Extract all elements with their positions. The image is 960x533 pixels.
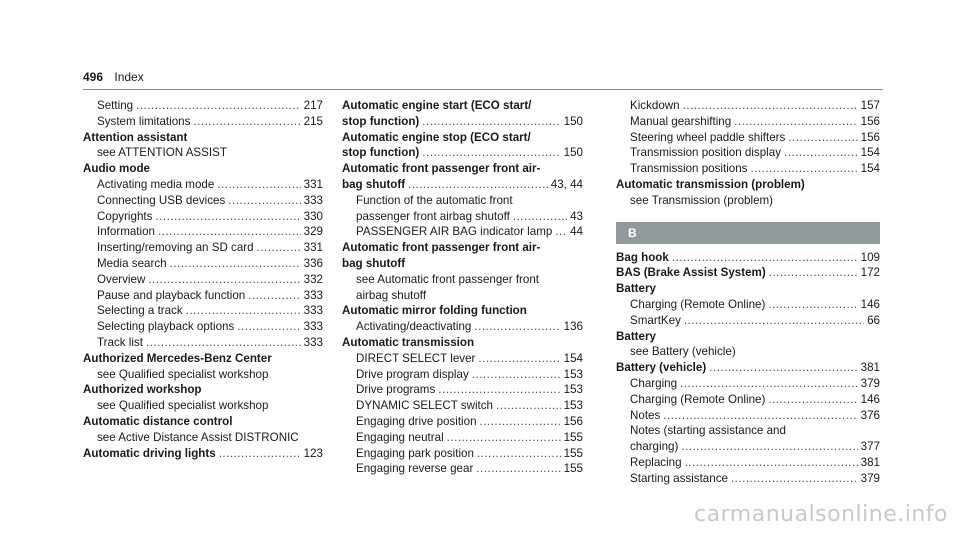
leader-dots [681, 440, 857, 453]
index-subentry [83, 399, 323, 415]
page-reference: 153 [563, 383, 583, 397]
header-rule [83, 89, 883, 90]
page-reference: 155 [563, 430, 583, 444]
entry-text: Information [97, 225, 155, 239]
page-reference: 381 [860, 361, 880, 375]
entry-text: bag shutoff [342, 256, 406, 270]
entry-text: Drive programs [356, 383, 436, 397]
entry-text: Automatic driving lights [83, 446, 216, 460]
leader-dots [684, 314, 864, 327]
entry-text: Engaging drive position [356, 414, 477, 428]
index-entry [616, 330, 880, 346]
index-entry [616, 251, 880, 267]
page-reference: 153 [563, 367, 583, 381]
leader-dots [237, 320, 300, 333]
leader-dots [193, 115, 300, 128]
leader-dots [136, 99, 301, 112]
leader-dots [217, 178, 300, 191]
entry-text: Automatic distance control [83, 414, 233, 428]
index-subentry [342, 320, 583, 336]
index-subentry [342, 431, 583, 447]
page-reference: 336 [303, 256, 323, 270]
page-reference: 146 [860, 392, 880, 406]
index-subentry [83, 368, 323, 384]
entry-text: see Transmission (problem) [630, 193, 774, 207]
index-column-2 [342, 99, 583, 478]
index-subentry [616, 424, 880, 440]
index-subentry [342, 194, 583, 210]
page-header [83, 70, 144, 84]
leader-dots [248, 289, 300, 302]
leader-dots [496, 399, 561, 412]
leader-dots [555, 225, 567, 238]
index-subentry [83, 336, 323, 352]
entry-text: Automatic mirror folding function [342, 304, 527, 318]
entry-text: bag shutoff [342, 177, 406, 191]
page-reference: 376 [860, 408, 880, 422]
index-subentry [616, 99, 880, 115]
page-reference: 333 [303, 288, 323, 302]
entry-text: charging) [630, 440, 679, 454]
page-reference: 146 [860, 297, 880, 311]
leader-dots [186, 304, 301, 317]
leader-dots [155, 210, 300, 223]
entry-text: Charging (Remote Online) [630, 392, 766, 406]
page-reference: 66 [867, 313, 880, 327]
entry-text: Automatic front passenger front air- [342, 162, 541, 176]
index-subentry [342, 462, 583, 478]
leader-dots [408, 178, 548, 191]
entry-text: Pause and playback function [97, 288, 246, 302]
entry-text: Automatic engine start (ECO start/ [342, 99, 532, 112]
index-subentry [83, 178, 323, 194]
entry-text: Steering wheel paddle shifters [630, 130, 786, 144]
index-entry [342, 146, 583, 162]
index-subentry [83, 241, 323, 257]
page-reference: 331 [303, 241, 323, 255]
entry-text: Starting assistance [630, 471, 728, 485]
leader-dots [170, 257, 301, 270]
entry-text: Setting [97, 99, 134, 112]
index-subentry [342, 210, 583, 226]
index-subentry [342, 399, 583, 415]
page-reference: 215 [303, 114, 323, 128]
page-reference: 136 [563, 320, 583, 334]
page-reference: 381 [860, 455, 880, 469]
entry-text: Automatic transmission [342, 335, 475, 349]
page-reference: 154 [860, 146, 880, 160]
index-entry [342, 162, 583, 178]
index-entry [83, 447, 323, 463]
index-subentry [616, 472, 880, 488]
entry-text: stop function) [342, 146, 420, 160]
index-entry [342, 99, 583, 115]
page-reference: 333 [303, 304, 323, 318]
entry-text: Attention assistant [83, 130, 188, 144]
index-subentry [83, 225, 323, 241]
index-entry [616, 361, 880, 377]
index-entry [83, 415, 323, 431]
entry-text: Selecting a track [97, 304, 183, 318]
page-reference: 379 [860, 471, 880, 485]
index-entry [83, 162, 323, 178]
page-title: Index [114, 70, 144, 84]
entry-text: Engaging reverse gear [356, 462, 474, 476]
index-subentry [83, 273, 323, 289]
index-entry [342, 115, 583, 131]
entry-text: Battery [616, 329, 656, 343]
page-reference: 333 [303, 193, 323, 207]
leader-dots [672, 251, 858, 264]
leader-dots [476, 462, 560, 475]
page-reference: 154 [860, 162, 880, 176]
index-subentry [83, 304, 323, 320]
index-subentry [616, 194, 880, 210]
page-reference: 156 [860, 114, 880, 128]
leader-dots [472, 368, 561, 381]
leader-dots [788, 131, 857, 144]
page-number: 496 [83, 70, 104, 84]
index-entry [83, 352, 323, 368]
entry-text: BAS (Brake Assist System) [616, 266, 766, 280]
entry-text: Overview [97, 272, 146, 286]
index-entry [616, 282, 880, 298]
index-subentry [83, 194, 323, 210]
index-subentry [342, 225, 583, 241]
index-entry [342, 241, 583, 257]
page-reference: 156 [563, 414, 583, 428]
leader-dots [146, 336, 301, 349]
entry-text: see Battery (vehicle) [630, 345, 736, 359]
index-entry [83, 131, 323, 147]
entry-text: see Active Distance Assist DISTRONIC [97, 430, 299, 444]
entry-text: see Automatic front passenger front [356, 272, 540, 286]
leader-dots [768, 298, 857, 311]
entry-text: Authorized Mercedes-Benz Center [83, 351, 272, 365]
index-entry [342, 304, 583, 320]
entry-text: Manual gearshifting [630, 114, 732, 128]
index-subentry [83, 257, 323, 273]
entry-text: Connecting USB devices [97, 193, 226, 207]
entry-text: Charging (Remote Online) [630, 297, 766, 311]
index-entry [616, 178, 880, 194]
entry-text: Media search [97, 256, 167, 270]
leader-dots [768, 393, 857, 406]
entry-text: Battery (vehicle) [616, 361, 707, 375]
entry-text: Automatic front passenger front air- [342, 241, 541, 255]
entry-text: see Qualified specialist workshop [97, 399, 269, 413]
leader-dots [680, 377, 858, 390]
index-subentry [616, 162, 880, 178]
index-subentry [616, 115, 880, 131]
index-subentry [342, 289, 583, 305]
index-subentry [342, 352, 583, 368]
index-subentry [616, 456, 880, 472]
index-subentry [616, 409, 880, 425]
entry-text: see Qualified specialist workshop [97, 367, 269, 381]
index-subentry [616, 393, 880, 409]
page-reference: 330 [303, 209, 323, 223]
entry-text: SmartKey [630, 313, 681, 327]
leader-dots [228, 194, 300, 207]
entry-text: Automatic engine stop (ECO start/ [342, 130, 531, 144]
leader-dots [474, 320, 560, 333]
index-subentry [342, 368, 583, 384]
page-reference: 217 [303, 99, 323, 112]
leader-dots [438, 383, 560, 396]
index-entry [342, 336, 583, 352]
index-subentry [616, 131, 880, 147]
index-subentry [83, 431, 323, 447]
page-reference: 172 [860, 266, 880, 280]
page-reference: 331 [303, 177, 323, 191]
leader-dots [663, 409, 857, 422]
entry-text: Bag hook [616, 250, 669, 264]
index-entry [83, 383, 323, 399]
entry-text: Authorized workshop [83, 383, 202, 397]
leader-dots [685, 456, 858, 469]
page-reference: 44 [570, 225, 583, 239]
entry-text: Copyrights [97, 209, 153, 223]
leader-dots [709, 361, 857, 374]
leader-dots [422, 115, 560, 128]
index-subentry [83, 115, 323, 131]
entry-text: PASSENGER AIR BAG indicator lamp [356, 225, 553, 239]
index-subentry [616, 377, 880, 393]
index-subentry [616, 440, 880, 456]
index-entry [342, 131, 583, 147]
entry-text: Notes (starting assistance and [630, 424, 786, 438]
page-reference: 333 [303, 320, 323, 334]
index-subentry [616, 298, 880, 314]
entry-text: Activating/deactivating [356, 320, 472, 334]
entry-text: DYNAMIC SELECT switch [356, 399, 494, 413]
leader-dots [731, 472, 858, 485]
page-reference: 43 [570, 209, 583, 223]
leader-dots [219, 447, 301, 460]
leader-dots [784, 146, 858, 159]
page-reference: 157 [860, 99, 880, 112]
entry-text: see ATTENTION ASSIST [97, 146, 227, 160]
index-entry [616, 266, 880, 282]
page-reference: 123 [303, 446, 323, 460]
entry-text: Drive program display [356, 367, 469, 381]
entry-text: Notes [630, 408, 661, 422]
entry-text: Replacing [630, 455, 682, 469]
leader-dots [257, 241, 301, 254]
entry-text: airbag shutoff [356, 288, 427, 302]
entry-text: Transmission positions [630, 162, 748, 176]
index-column-1 [83, 99, 323, 462]
leader-dots [477, 447, 561, 460]
leader-dots [734, 115, 857, 128]
index-subentry [616, 314, 880, 330]
page-reference: 377 [860, 440, 880, 454]
leader-dots [750, 162, 857, 175]
entry-text: DIRECT SELECT lever [356, 351, 476, 365]
index-entry [342, 257, 583, 273]
index-subentry [342, 415, 583, 431]
entry-text: System limitations [97, 114, 191, 128]
leader-dots [480, 415, 561, 428]
entry-text: Engaging neutral [356, 430, 444, 444]
index-subentry [342, 383, 583, 399]
entry-text: stop function) [342, 114, 420, 128]
index-subentry [616, 345, 880, 361]
entry-text: Transmission position display [630, 146, 781, 160]
index-subentry [342, 273, 583, 289]
watermark: carmanualsonline.info [694, 502, 948, 527]
leader-dots [158, 225, 301, 238]
entry-text: Function of the automatic front [356, 193, 513, 207]
page-reference: 379 [860, 376, 880, 390]
index-entry [342, 178, 583, 194]
page-reference: 332 [303, 272, 323, 286]
index-subentry [616, 146, 880, 162]
entry-text: Engaging park position [356, 446, 474, 460]
page-reference: 333 [303, 335, 323, 349]
leader-dots [422, 146, 560, 159]
index-subentry [83, 99, 323, 115]
entry-text: Automatic transmission (problem) [616, 177, 805, 191]
entry-text: Track list [97, 335, 143, 349]
page-reference: 150 [563, 146, 583, 160]
page-reference: 154 [563, 351, 583, 365]
index-subentry [83, 210, 323, 226]
leader-dots [769, 266, 858, 279]
index-subentry [83, 146, 323, 162]
index-subentry [83, 320, 323, 336]
page-reference: 109 [860, 250, 880, 264]
page-reference: 155 [563, 446, 583, 460]
page-reference: 153 [563, 399, 583, 413]
entry-text: Selecting playback options [97, 320, 235, 334]
leader-dots [513, 210, 567, 223]
entry-text: Kickdown [630, 99, 680, 112]
entry-text: Inserting/removing an SD card [97, 241, 254, 255]
leader-dots [478, 352, 560, 365]
leader-dots [447, 431, 561, 444]
index-subentry [342, 447, 583, 463]
entry-text: Audio mode [83, 162, 150, 176]
page-reference: 155 [563, 462, 583, 476]
index-subentry [83, 289, 323, 305]
leader-dots [683, 99, 858, 112]
page-reference: 43, 44 [550, 177, 583, 191]
index-column-3 [616, 99, 880, 488]
page-reference: 329 [303, 225, 323, 239]
entry-text: Activating media mode [97, 177, 215, 191]
page-reference: 156 [860, 130, 880, 144]
entry-text: Charging [630, 376, 678, 390]
page-reference: 150 [563, 114, 583, 128]
entry-text: passenger front airbag shutoff [356, 209, 510, 223]
entry-text: Battery [616, 282, 656, 296]
section-letter: B [616, 222, 880, 244]
leader-dots [148, 273, 300, 286]
